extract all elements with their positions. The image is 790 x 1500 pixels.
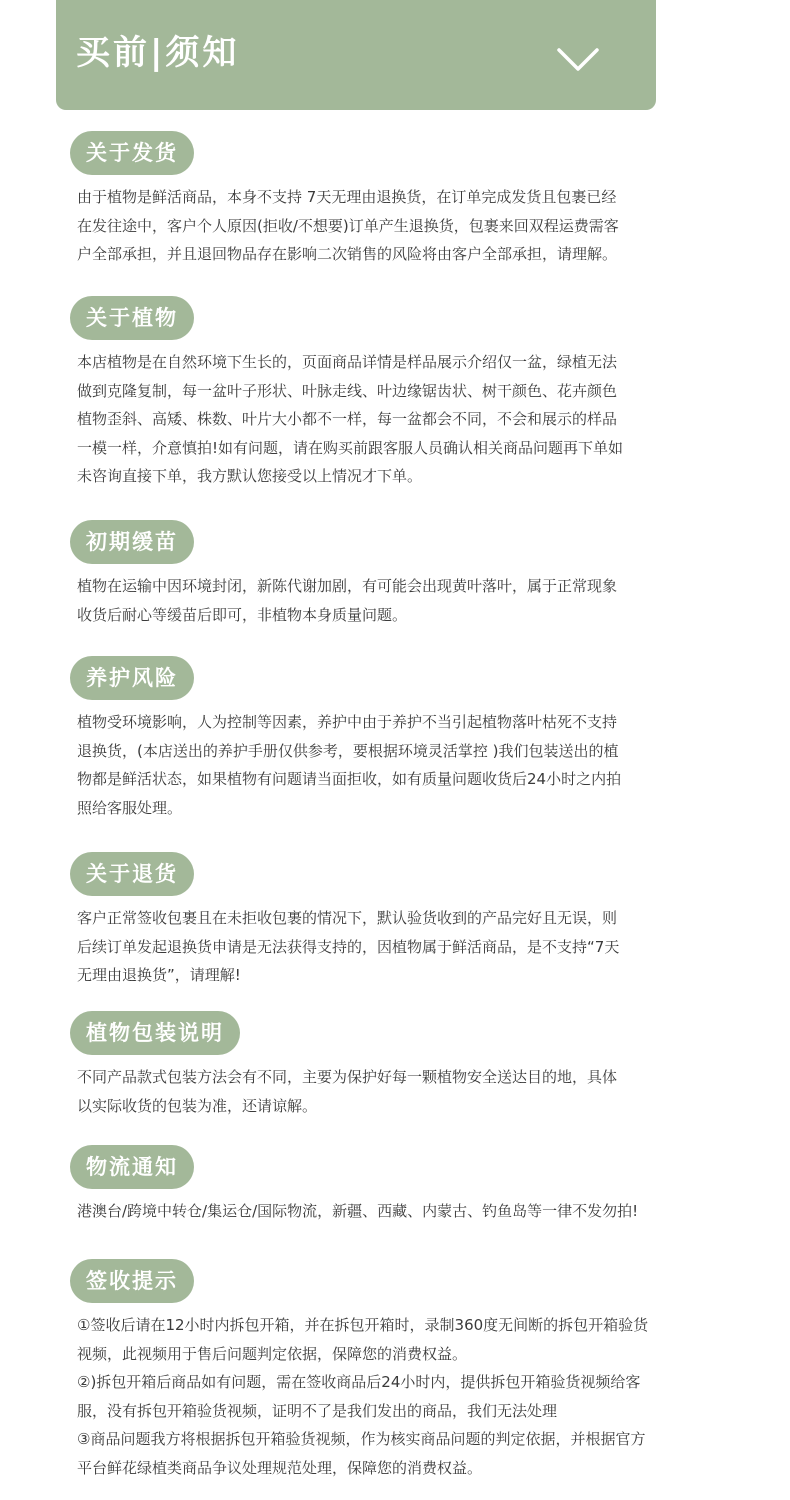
section-care-risk xyxy=(70,656,710,822)
section-logistics xyxy=(70,1145,710,1226)
section-acclimation xyxy=(70,520,710,629)
section-body-plants: 本店植物是在自然环境下生长的，页面商品详情是样品展示介绍仅一盆，绿植无法 做到克隆复制，每一盆叶子形状、叶脉走线、叶边缘锯齿状、树干颜色、花卉颜色 植物歪斜、高矮、株数、叶片大小都不一样，每一盆都会不同，不会和展示的样品 一模一样，介意慎拍!如有问题，请在购买前跟客服人员确认相关商品问题再下单如 未咨询直接下单，我方默认您接受以上情况才下单。 xyxy=(77,353,624,485)
section-body-signing: ①签收后请在12小时内拆包开箱，并在拆包开箱时，录制360度无间断的拆包开箱验货 视频，此视频用于售后问题判定依据，保障您的消费权益。 ②)拆包开箱后商品如有问题，需在签收商品后24小时内，提供拆包开箱验货视频给客 服，没有拆包开箱验货视频，证明不了是我们发出的商品，我们无法处理 ③商品问题我方将根据拆包开箱验货视频，作为核实商品问题的判定依据，并根据官方 平台鲜花绿植类商品争议处理规范处理，保障您的消费权益。 xyxy=(77,1316,649,1477)
section-plants xyxy=(70,296,710,491)
section-signing xyxy=(70,1259,710,1482)
section-title-returns: 关于退货 xyxy=(70,852,194,896)
section-title-packaging: 植物包装说明 xyxy=(70,1011,240,1055)
section-title-plants: 关于植物 xyxy=(70,296,194,340)
section-title-logistics: 物流通知 xyxy=(70,1145,194,1189)
section-body-acclimation: 植物在运输中因环境封闭，新陈代谢加剧，有可能会出现黄叶落叶，属于正常现象 收货后耐心等缓苗后即可，非植物本身质量问题。 xyxy=(77,577,618,624)
section-packaging xyxy=(70,1011,710,1120)
section-title-shipping: 关于发货 xyxy=(70,131,194,175)
chevron-down-icon[interactable] xyxy=(556,44,600,74)
section-body-shipping: 由于植物是鲜活商品，本身不支持 7天无理由退换货，在订单完成发货且包裹已经 在发往途中，客户个人原因(拒收/不想要)订单产生退换货，包裹来回双程运费需客 户全部承担，并且退回物品存在影响二次销售的风险将由客户全部承担，请理解。 xyxy=(77,188,619,263)
section-returns xyxy=(70,852,710,990)
section-title-signing: 签收提示 xyxy=(70,1259,194,1303)
section-title-care-risk: 养护风险 xyxy=(70,656,194,700)
page-title: 买前|须知 xyxy=(76,33,240,73)
notice-banner xyxy=(56,0,656,110)
section-body-care-risk: 植物受环境影响，人为控制等因素，养护中由于养护不当引起植物落叶枯死不支持 退换货，(本店送出的养护手册仅供参考，要根据环境灵活掌控 )我们包装送出的植 物都是鲜活状态，如果植物有问题请当面拒收，如有质量问题收货后24小时之内拍 照给客服处理。 xyxy=(77,713,622,817)
section-title-acclimation: 初期缓苗 xyxy=(70,520,194,564)
section-body-logistics: 港澳台/跨境中转仓/集运仓/国际物流，新疆、西藏、内蒙古、钓鱼岛等一律不发勿拍! xyxy=(77,1202,639,1220)
section-body-packaging: 不同产品款式包装方法会有不同，主要为保护好每一颗植物安全送达目的地，具体 以实际收货的包装为准，还请谅解。 xyxy=(77,1068,618,1115)
section-shipping xyxy=(70,131,710,269)
section-body-returns: 客户正常签收包裹且在未拒收包裹的情况下，默认验货收到的产品完好且无误，则 后续订单发起退换货申请是无法获得支持的，因植物属于鲜活商品，是不支持“7天 无理由退换货”，请理解! xyxy=(77,909,620,984)
